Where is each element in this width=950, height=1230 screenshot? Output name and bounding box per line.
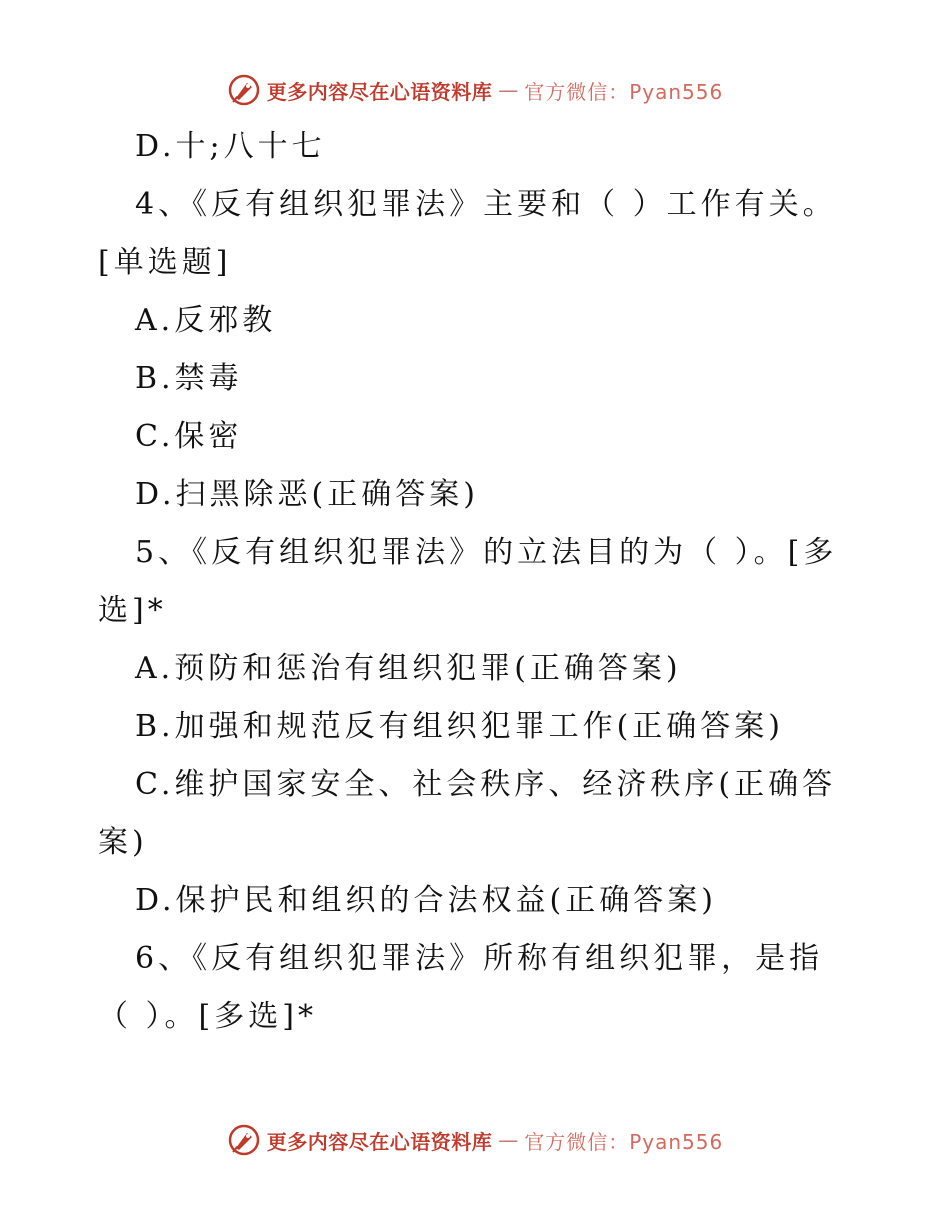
banner-separator: — <box>498 1128 519 1152</box>
banner-wechat: 官方微信：Pyan556 <box>524 1129 724 1154</box>
option-line: C.维护国家安全、社会秩序、经济秩序(正确答 <box>135 767 837 802</box>
banner-text: 更多内容尽在心语资料库 <box>266 1129 493 1154</box>
header-banner <box>0 68 950 112</box>
question-type: [单选题] <box>98 245 232 280</box>
option-line: B.加强和规范反有组织犯罪工作(正确答案) <box>135 709 784 744</box>
question-line: 6、《反有组织犯罪法》所称有组织犯罪，是指 <box>135 941 824 976</box>
option-line: D.保护民和组织的合法权益(正确答案) <box>135 883 717 918</box>
option-line: C.保密 <box>135 419 243 454</box>
question-line: 5、《反有组织犯罪法》的立法目的为（ ）。[多 <box>135 535 838 570</box>
question-type: （ ）。[多选]* <box>98 999 317 1034</box>
question-line: 4、《反有组织犯罪法》主要和（ ）工作有关。 <box>135 187 837 222</box>
option-line: D.十;八十七 <box>135 129 326 164</box>
footer-banner <box>0 1118 950 1162</box>
banner-wechat: 官方微信：Pyan556 <box>524 79 724 104</box>
banner-separator: — <box>498 78 519 102</box>
option-line: B.禁毒 <box>135 361 243 396</box>
option-line-continued: 案) <box>98 825 148 860</box>
pen-nib-logo <box>227 1123 261 1157</box>
option-line: A.反邪教 <box>135 303 277 338</box>
pen-nib-logo <box>227 73 261 107</box>
banner-text: 更多内容尽在心语资料库 <box>266 79 493 104</box>
question-type: 选]* <box>98 593 167 628</box>
option-line: A.预防和惩治有组织犯罪(正确答案) <box>135 651 682 686</box>
option-line: D.扫黑除恶(正确答案) <box>135 477 479 512</box>
